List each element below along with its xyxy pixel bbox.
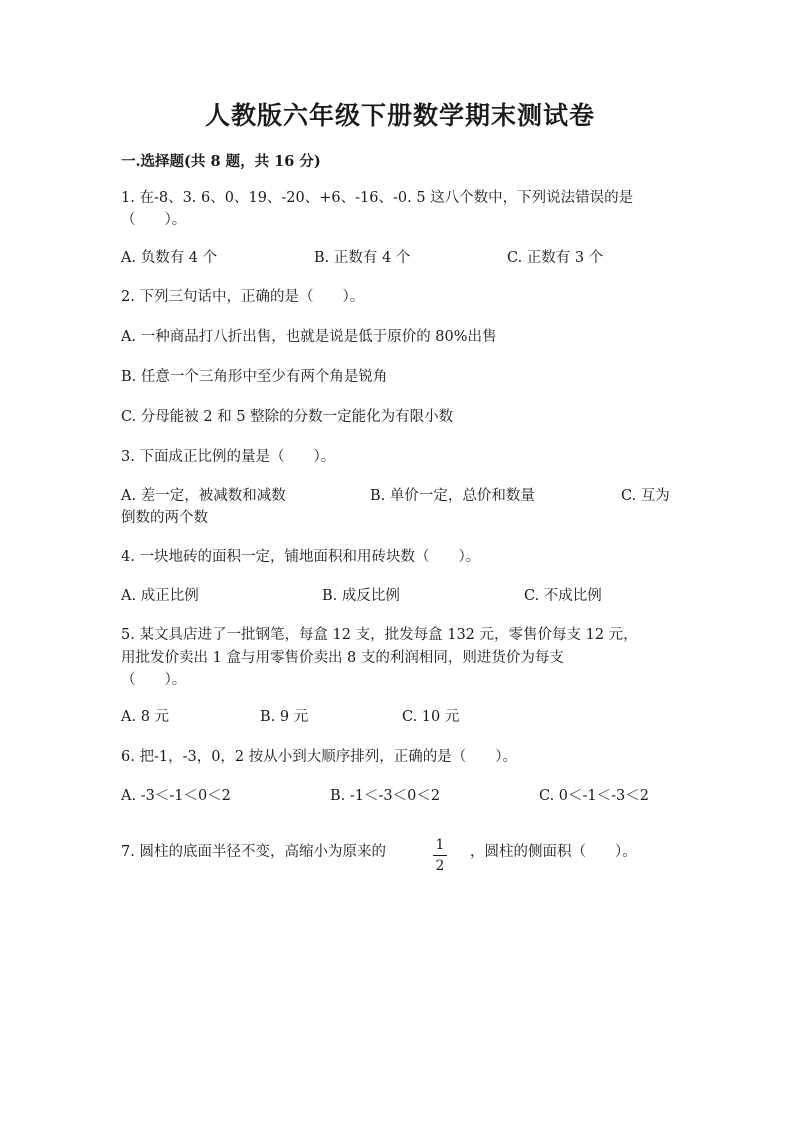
question-5-option-a: A. 8 元 xyxy=(121,709,170,725)
question-2-option-b: B. 任意一个三角形中至少有两个角是锐角 xyxy=(121,369,388,385)
question-1-option-c: C. 正数有 3 个 xyxy=(507,250,604,266)
question-1-line-1: 1. 在-8、3. 6、0、19、-20、+6、-16、-0. 5 这八个数中，下列说法错误的是 xyxy=(121,190,634,206)
question-4-option-b: B. 成反比例 xyxy=(322,588,400,604)
fraction-one-half xyxy=(433,836,447,875)
question-2-stem: 2. 下列三句话中，正确的是（ ）。 xyxy=(121,289,365,305)
question-5-line-1: 5. 某文具店进了一批钢笔，每盒 12 支，批发每盒 132 元，零售价每支 12 元， xyxy=(121,627,638,643)
fraction-numerator: 1 xyxy=(435,837,445,853)
question-1-option-b: B. 正数有 4 个 xyxy=(314,250,411,266)
question-4-stem: 4. 一块地砖的面积一定，铺地面积和用砖块数（ ）。 xyxy=(121,549,481,565)
question-5-option-c: C. 10 元 xyxy=(402,709,460,725)
question-5-option-b: B. 9 元 xyxy=(260,709,309,725)
question-6-option-b: B. -1＜-3＜0＜2 xyxy=(330,788,441,804)
question-4-option-a: A. 成正比例 xyxy=(121,588,199,604)
question-3-option-b: B. 单价一定，总价和数量 xyxy=(370,488,535,504)
question-4-option-c: C. 不成比例 xyxy=(524,588,602,604)
fraction-denominator: 2 xyxy=(435,858,445,874)
question-6-option-c: C. 0＜-1＜-3＜2 xyxy=(539,788,649,804)
question-5-line-2: 用批发价卖出 1 盒与用零售价卖出 8 支的利润相同，则进货价为每支 xyxy=(121,650,564,666)
question-6-option-a: A. -3＜-1＜0＜2 xyxy=(121,788,231,804)
question-7-stem-before: 7. 圆柱的底面半径不变，高缩小为原来的 xyxy=(121,844,386,860)
question-2-option-c: C. 分母能被 2 和 5 整除的分数一定能化为有限小数 xyxy=(121,409,454,425)
question-1-option-a: A. 负数有 4 个 xyxy=(121,250,218,266)
question-3-option-c-continued: 倒数的两个数 xyxy=(121,510,208,526)
question-7-stem-after: ，圆柱的侧面积（ ）。 xyxy=(470,844,637,860)
page-title: 人教版六年级下册数学期末测试卷 xyxy=(204,101,595,130)
question-1-line-2: （ ）。 xyxy=(121,212,187,228)
question-6-stem: 6. 把-1，-3，0，2 按从小到大顺序排列，正确的是（ ）。 xyxy=(121,749,518,765)
question-2-option-a: A. 一种商品打八折出售，也就是说是低于原价的 80%出售 xyxy=(121,329,497,345)
question-3-option-c: C. 互为 xyxy=(621,488,670,504)
fraction-bar xyxy=(433,855,447,856)
section-heading: 一.选择题(共 8 题，共 16 分) xyxy=(121,153,321,170)
question-3-option-a: A. 差一定，被减数和减数 xyxy=(121,488,286,504)
question-3-stem: 3. 下面成正比例的量是（ ）。 xyxy=(121,449,336,465)
question-5-line-3: （ ）。 xyxy=(121,672,187,688)
